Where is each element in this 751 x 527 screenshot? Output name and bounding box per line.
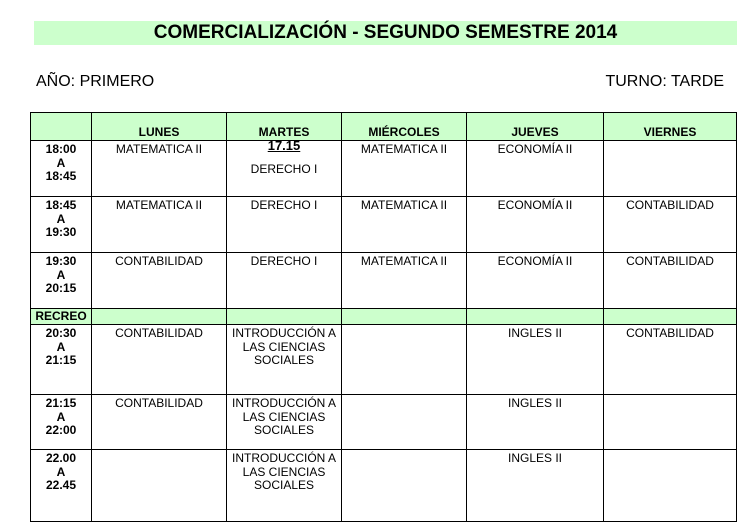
time-slot-line: A [56,155,66,170]
class-cell [227,253,342,309]
time-slot [31,197,92,253]
time-slot-line: 22:00 [45,423,77,437]
subject-name: CONTABILIDAD [115,396,203,410]
recess-label: RECREO [31,309,92,325]
subject-line: INTRODUCCIÓN A [231,326,336,340]
class-cell [92,395,227,450]
time-slot [31,395,92,450]
subject-name: ECONOMÍA II [497,198,573,212]
subject-line: LAS CIENCIAS [242,409,326,424]
class-cell [227,325,342,395]
subject-name: CONTABILIDAD [626,198,714,212]
class-cell [92,325,227,395]
recess-row [31,309,737,325]
class-cell [342,395,467,450]
subject-name: MATEMATICA II [360,198,448,212]
time-slot-line: 22.00 [45,451,77,465]
subject-line: INTRODUCCIÓN A [231,451,336,465]
subject-name: DERECHO I [250,254,318,268]
class-cell [227,395,342,450]
class-cell [92,141,227,197]
recess-cell [604,309,737,325]
schedule-row [31,197,737,253]
header-row [31,113,737,141]
class-cell [604,141,737,197]
time-slot-line: A [56,211,66,226]
recess-cell [92,309,227,325]
subject-name: CONTABILIDAD [115,254,203,268]
time-slot-line: 20:15 [45,281,77,295]
subject-line: SOCIALES [253,478,315,492]
header-day: MARTES [227,113,342,141]
class-cell [467,450,604,522]
subject-name: CONTABILIDAD [626,254,714,268]
class-cell [467,253,604,309]
class-cell [467,395,604,450]
class-cell [342,325,467,395]
class-cell [467,141,604,197]
class-cell [342,141,467,197]
subject-name: MATEMATICA II [115,198,203,212]
subject-name: ECONOMÍA II [497,254,573,268]
subject-line: SOCIALES [253,423,315,437]
class-cell [467,325,604,395]
subject-line: LAS CIENCIAS [242,464,326,479]
class-cell [604,325,737,395]
time-note: 17.15 [267,138,301,153]
class-cell [92,450,227,522]
subject-line: LAS CIENCIAS [242,339,326,354]
time-slot-line: 18:00 [45,142,77,156]
subject-name: INGLES II [507,396,563,410]
page-title: COMERCIALIZACIÓN - SEGUNDO SEMESTRE 2014 [153,22,618,43]
time-slot-line: 19:30 [45,225,77,239]
subject-name: ECONOMÍA II [497,142,573,156]
subject-name: DERECHO I [250,198,318,212]
class-cell [342,253,467,309]
class-cell [227,138,342,197]
class-cell [604,450,737,522]
class-cell [604,395,737,450]
header-day: MIÉRCOLES [342,113,467,141]
class-cell [604,197,737,253]
time-slot [31,325,92,395]
class-cell [92,253,227,309]
class-cell [604,253,737,309]
class-cell [342,197,467,253]
time-slot-line: A [56,267,66,282]
time-slot-line: 22.45 [45,478,77,492]
schedule-row [31,325,737,395]
class-cell [467,197,604,253]
time-slot-line: A [56,409,66,424]
class-cell [227,197,342,253]
time-slot-line: 18:45 [45,169,77,183]
header-day: LUNES [92,113,227,141]
time-slot-line: 19:30 [45,254,77,268]
subject-name: MATEMATICA II [360,142,448,156]
subject-name: CONTABILIDAD [115,326,203,340]
class-cell [342,450,467,522]
time-slot-line: A [56,339,66,354]
subject-name: INGLES II [507,326,563,340]
subject-line: INTRODUCCIÓN A [231,396,336,410]
subject-name: INGLES II [507,451,563,465]
schedule-row [31,395,737,450]
recess-cell [342,309,467,325]
time-slot-line: 18:45 [45,198,77,212]
header-day: VIERNES [604,113,737,141]
schedule-row [31,450,737,522]
time-slot [31,450,92,522]
subject-name: MATEMATICA II [115,142,203,156]
time-slot [31,141,92,197]
schedule-row [31,141,737,197]
time-slot-line: 20:30 [45,326,77,340]
schedule-table [30,112,737,522]
subject-line: SOCIALES [253,353,315,367]
time-slot-line: A [56,464,66,479]
header-day: JUEVES [467,113,604,141]
time-slot-line: 21:15 [45,396,77,410]
time-slot [31,253,92,309]
subject-name: DERECHO I [250,161,318,176]
header-corner [31,113,92,141]
year-label: AÑO: PRIMERO [36,73,155,90]
time-slot-line: 21:15 [45,353,77,367]
shift-label: TURNO: TARDE [605,73,724,90]
subject-name: CONTABILIDAD [626,326,714,340]
subject-name: MATEMATICA II [360,254,448,268]
class-cell [227,450,342,522]
schedule-row [31,253,737,309]
recess-cell [467,309,604,325]
recess-cell [227,309,342,325]
class-cell [92,197,227,253]
